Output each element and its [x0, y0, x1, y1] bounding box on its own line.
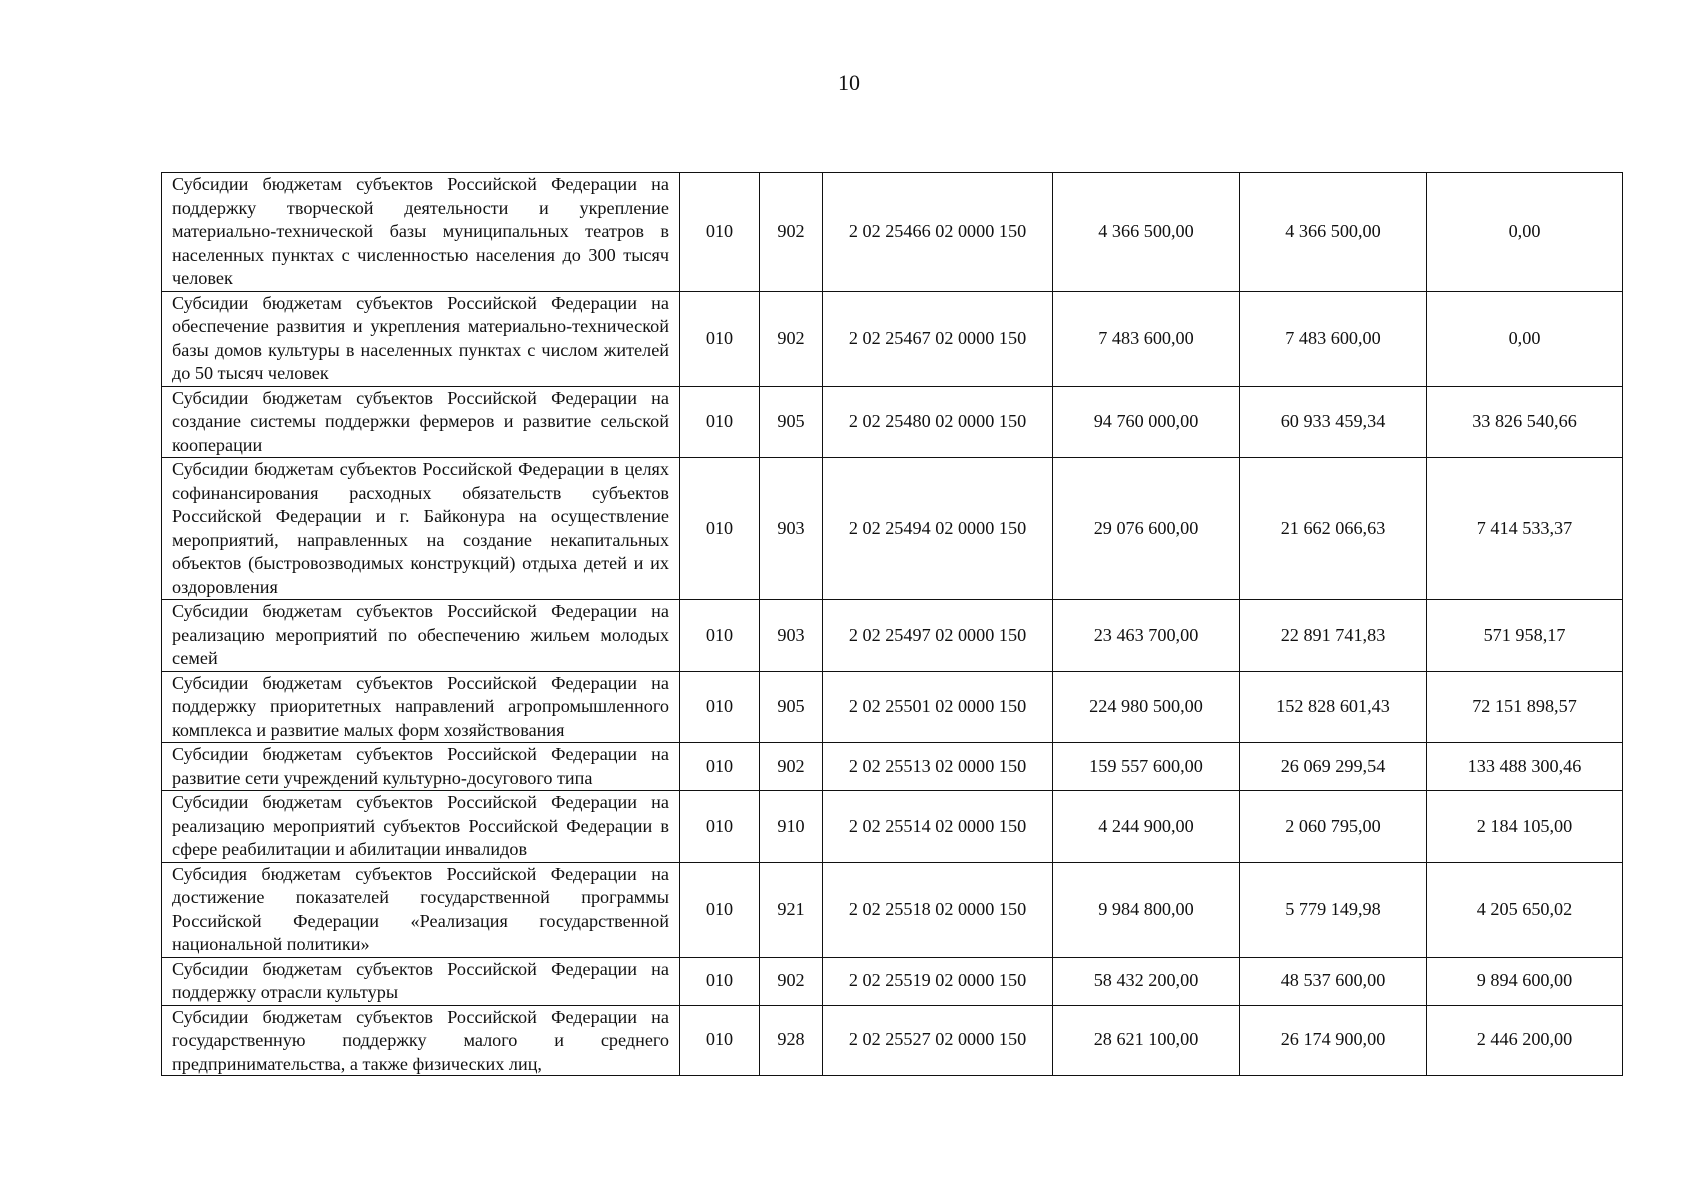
- row-code1: 010: [680, 957, 760, 1005]
- row-fact: 4 366 500,00: [1240, 173, 1427, 292]
- table-row: [162, 386, 1623, 458]
- row-fact: 22 891 741,83: [1240, 600, 1427, 672]
- row-description-text: Субсидии бюджетам субъектов Российской Федерации на государственную поддержку малого и среднего предпринимательства, а также физических лиц,: [172, 1006, 669, 1074]
- row-description: Субсидии бюджетам субъектов Российской Федерации на обеспечение развития и укрепления материально-технической базы домов культуры в населенных пунктах с числом жителей до 50 тысяч человек: [162, 291, 680, 386]
- row-rest: 2 184 105,00: [1427, 791, 1623, 863]
- row-plan: 224 980 500,00: [1053, 671, 1240, 743]
- row-kbk: 2 02 25467 02 0000 150: [823, 291, 1053, 386]
- row-fact: 60 933 459,34: [1240, 386, 1427, 458]
- row-description: Субсидия бюджетам субъектов Российской Федерации на достижение показателей государственной программы Российской Федерации «Реализация государственной национальной политики»: [162, 862, 680, 957]
- row-rest: 0,00: [1427, 173, 1623, 292]
- row-code2: 928: [760, 1005, 823, 1075]
- page-number: 10: [838, 70, 860, 95]
- row-kbk: 2 02 25466 02 0000 150: [823, 173, 1053, 292]
- row-plan: 94 760 000,00: [1053, 386, 1240, 458]
- table-row: [162, 173, 1623, 292]
- table-row: [162, 862, 1623, 957]
- row-description: Субсидии бюджетам субъектов Российской Федерации на поддержку творческой деятельности и укрепление материально-технической базы муниципальных театров в населенных пунктах с численностью населения до 300 тысяч человек: [162, 173, 680, 292]
- row-code1: 010: [680, 862, 760, 957]
- row-kbk: 2 02 25514 02 0000 150: [823, 791, 1053, 863]
- row-plan: 4 366 500,00: [1053, 173, 1240, 292]
- row-code1: 010: [680, 600, 760, 672]
- row-description: [162, 1005, 680, 1075]
- row-description: Субсидии бюджетам субъектов Российской Федерации на реализацию мероприятий по обеспечению жильем молодых семей: [162, 600, 680, 672]
- row-kbk: 2 02 25527 02 0000 150: [823, 1005, 1053, 1075]
- row-plan: 4 244 900,00: [1053, 791, 1240, 863]
- row-code1: 010: [680, 458, 760, 600]
- row-fact: 26 174 900,00: [1240, 1005, 1427, 1075]
- row-rest: 9 894 600,00: [1427, 957, 1623, 1005]
- row-code1: 010: [680, 173, 760, 292]
- row-description: Субсидии бюджетам субъектов Российской Федерации на реализацию мероприятий субъектов Российской Федерации в сфере реабилитации и абилитации инвалидов: [162, 791, 680, 863]
- row-code2: 910: [760, 791, 823, 863]
- row-kbk: 2 02 25497 02 0000 150: [823, 600, 1053, 672]
- row-code2: 921: [760, 862, 823, 957]
- row-code2: 905: [760, 671, 823, 743]
- row-rest: 7 414 533,37: [1427, 458, 1623, 600]
- row-plan: 58 432 200,00: [1053, 957, 1240, 1005]
- row-kbk: 2 02 25518 02 0000 150: [823, 862, 1053, 957]
- row-code2: 902: [760, 291, 823, 386]
- table-row: [162, 458, 1623, 600]
- row-fact: 26 069 299,54: [1240, 743, 1427, 791]
- row-code1: 010: [680, 1005, 760, 1075]
- table-row: [162, 671, 1623, 743]
- row-plan: 9 984 800,00: [1053, 862, 1240, 957]
- row-plan: 29 076 600,00: [1053, 458, 1240, 600]
- row-code2: 902: [760, 957, 823, 1005]
- row-fact: 21 662 066,63: [1240, 458, 1427, 600]
- row-kbk: 2 02 25501 02 0000 150: [823, 671, 1053, 743]
- row-kbk: 2 02 25519 02 0000 150: [823, 957, 1053, 1005]
- row-fact: 7 483 600,00: [1240, 291, 1427, 386]
- row-plan: 159 557 600,00: [1053, 743, 1240, 791]
- row-code2: 902: [760, 743, 823, 791]
- table-row: [162, 291, 1623, 386]
- row-code1: 010: [680, 386, 760, 458]
- row-description: Субсидии бюджетам субъектов Российской Федерации на поддержку приоритетных направлений агропромышленного комплекса и развитие малых форм хозяйствования: [162, 671, 680, 743]
- row-plan: 7 483 600,00: [1053, 291, 1240, 386]
- row-plan: 28 621 100,00: [1053, 1005, 1240, 1075]
- table-row: [162, 1005, 1623, 1075]
- row-description: Субсидии бюджетам субъектов Российской Федерации на развитие сети учреждений культурно-досугового типа: [162, 743, 680, 791]
- row-rest: 133 488 300,46: [1427, 743, 1623, 791]
- row-code2: 905: [760, 386, 823, 458]
- row-fact: 152 828 601,43: [1240, 671, 1427, 743]
- table-row: [162, 743, 1623, 791]
- row-code1: 010: [680, 791, 760, 863]
- row-code2: 903: [760, 600, 823, 672]
- row-fact: 2 060 795,00: [1240, 791, 1427, 863]
- row-code1: 010: [680, 743, 760, 791]
- table-row: [162, 957, 1623, 1005]
- row-description: Субсидии бюджетам субъектов Российской Федерации на создание системы поддержки фермеров и развитие сельской кооперации: [162, 386, 680, 458]
- budget-table: [161, 172, 1623, 1076]
- row-rest: 4 205 650,02: [1427, 862, 1623, 957]
- row-kbk: 2 02 25480 02 0000 150: [823, 386, 1053, 458]
- row-description: Субсидии бюджетам субъектов Российской Федерации на поддержку отрасли культуры: [162, 957, 680, 1005]
- budget-table-body: [162, 173, 1623, 1076]
- row-plan: 23 463 700,00: [1053, 600, 1240, 672]
- row-rest: 72 151 898,57: [1427, 671, 1623, 743]
- row-code1: 010: [680, 291, 760, 386]
- table-row: [162, 791, 1623, 863]
- row-fact: 5 779 149,98: [1240, 862, 1427, 957]
- row-rest: 2 446 200,00: [1427, 1005, 1623, 1075]
- row-fact: 48 537 600,00: [1240, 957, 1427, 1005]
- row-kbk: 2 02 25513 02 0000 150: [823, 743, 1053, 791]
- row-code1: 010: [680, 671, 760, 743]
- table-row: [162, 600, 1623, 672]
- row-description: Субсидии бюджетам субъектов Российской Федерации в целях софинансирования расходных обязательств субъектов Российской Федерации и г. Байконура на осуществление мероприятий, направленных на создание некапитальных объектов (быстровозводимых конструкций) отдыха детей и их оздоровления: [162, 458, 680, 600]
- row-rest: 0,00: [1427, 291, 1623, 386]
- row-rest: 571 958,17: [1427, 600, 1623, 672]
- row-code2: 902: [760, 173, 823, 292]
- row-code2: 903: [760, 458, 823, 600]
- row-kbk: 2 02 25494 02 0000 150: [823, 458, 1053, 600]
- row-rest: 33 826 540,66: [1427, 386, 1623, 458]
